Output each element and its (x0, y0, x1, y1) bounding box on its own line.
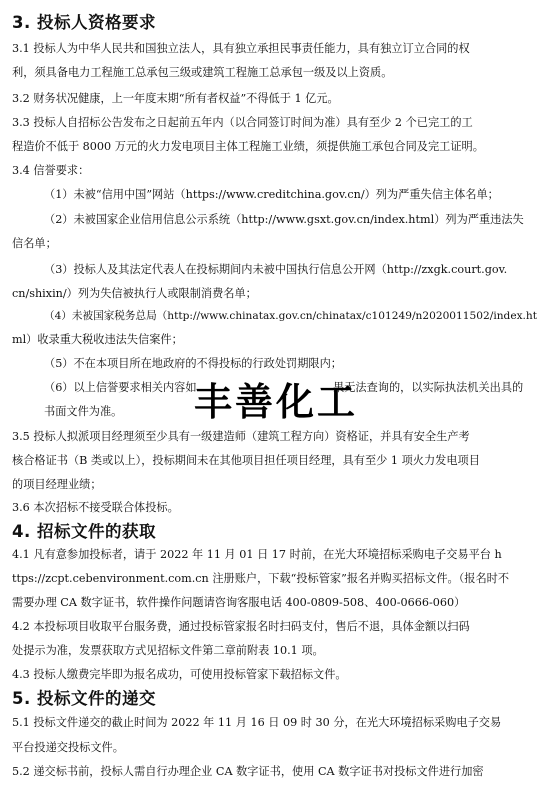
paragraph-line: 3.2 财务状况健康，上一年度末期“所有者权益”不得低于 1 亿元。 (12, 92, 339, 105)
paragraph-line: 需要办理 CA 数字证书，软件操作问题请咨询客服电话 400-0809-508、400-0666-060） (12, 596, 466, 609)
paragraph-line: 的项目经理业绩； (12, 478, 102, 491)
paragraph-line: 5.1 投标文件递交的截止时间为 2022 年 11 月 16 日 09 时 30 分，在光大环境招标采购电子交易 (12, 716, 502, 729)
paragraph-line: 4.2 本投标项目收取平台服务费，通过投标管家报名时扫码支付，售后不退，具体金额以扫码 (12, 620, 470, 633)
paragraph-line: 3.1 投标人为中华人民共和国独立法人，具有独立承担民事责任能力，具有独立订立合同的权 (12, 42, 470, 55)
paragraph-line: 3.6 本次招标不接受联合体投标。 (12, 501, 179, 514)
paragraph-line: 4.3 投标人缴费完毕即为报名成功，可使用投标管家下载招标文件。 (12, 668, 347, 681)
paragraph-line: 3.4 信誉要求： (12, 164, 90, 177)
section-heading-5: 5. 投标文件的递交 (12, 689, 156, 708)
list-item-continued: ml）收录重大税收违法失信案件； (12, 333, 183, 346)
section-heading-3: 3. 投标人资格要求 (12, 13, 156, 32)
paragraph-line: 利，须具备电力工程施工总承包三级或建筑工程施工总承包一级及以上资质。 (12, 66, 393, 79)
paragraph-line: 程造价不低于 8000 万元的火力发电项目主体工程施工业绩，须提供施工承包合同及完工证明。 (12, 140, 484, 153)
list-item: （6）以上信誉要求相关内容如 (44, 381, 197, 394)
paragraph-line: 4.1 凡有意参加投标者，请于 2022 年 11 月 01 日 17 时前，在光大环境招标采购电子交易平台 h (12, 548, 502, 561)
list-item-continued: 书面文件为准。 (44, 405, 123, 418)
list-item: （2）未被国家企业信用信息公示系统（http://www.gsxt.gov.cn/index.html）列为严重违法失 (44, 213, 524, 226)
section-heading-4: 4. 招标文件的获取 (12, 522, 156, 541)
paragraph-line: 3.5 投标人拟派项目经理须至少具有一级建造师（建筑工程方向）资格证，并具有安全生产考 (12, 430, 470, 443)
paragraph-line: 核合格证书（B 类或以上），投标期间未在其他项目担任项目经理，具有至少 1 项火力发电项目 (12, 454, 480, 467)
watermark-text: 丰善化工 (194, 380, 359, 424)
paragraph-line: 处提示为准，发票获取方式见招标文件第二章前附表 10.1 项。 (12, 644, 324, 657)
list-item-continued: 信名单； (12, 237, 57, 250)
list-item: （3）投标人及其法定代表人在投标期间内未被中国执行信息公开网（http://zxgk.court.gov. (44, 263, 508, 276)
paragraph-line: ttps://zcpt.cebenvironment.com.cn 注册账户，下载“投标管家”报名并购买招标文件。（报名时不 (12, 572, 510, 585)
list-item: （4）未被国家税务总局（http://www.chinatax.gov.cn/chinatax/c101249/n2020011502/index.ht (44, 310, 538, 322)
list-item-continued: 果无法查询的，以实际执法机关出具的 (333, 381, 524, 394)
list-item-continued: cn/shixin/）列为失信被执行人或限制消费名单； (12, 287, 257, 300)
paragraph-line: 平台投递交投标文件。 (12, 741, 124, 754)
list-item: （1）未被“信用中国”网站（https://www.creditchina.gov.cn/）列为严重失信主体名单； (44, 188, 499, 201)
paragraph-line: 3.3 投标人自招标公告发布之日起前五年内（以合同签订时间为准）具有至少 2 个已完工的工 (12, 116, 473, 129)
list-item: （5）不在本项目所在地政府的不得投标的行政处罚期限内； (44, 357, 342, 370)
paragraph-line: 5.2 递交标书前，投标人需自行办理企业 CA 数字证书，使用 CA 数字证书对投标文件进行加密 (12, 765, 484, 778)
